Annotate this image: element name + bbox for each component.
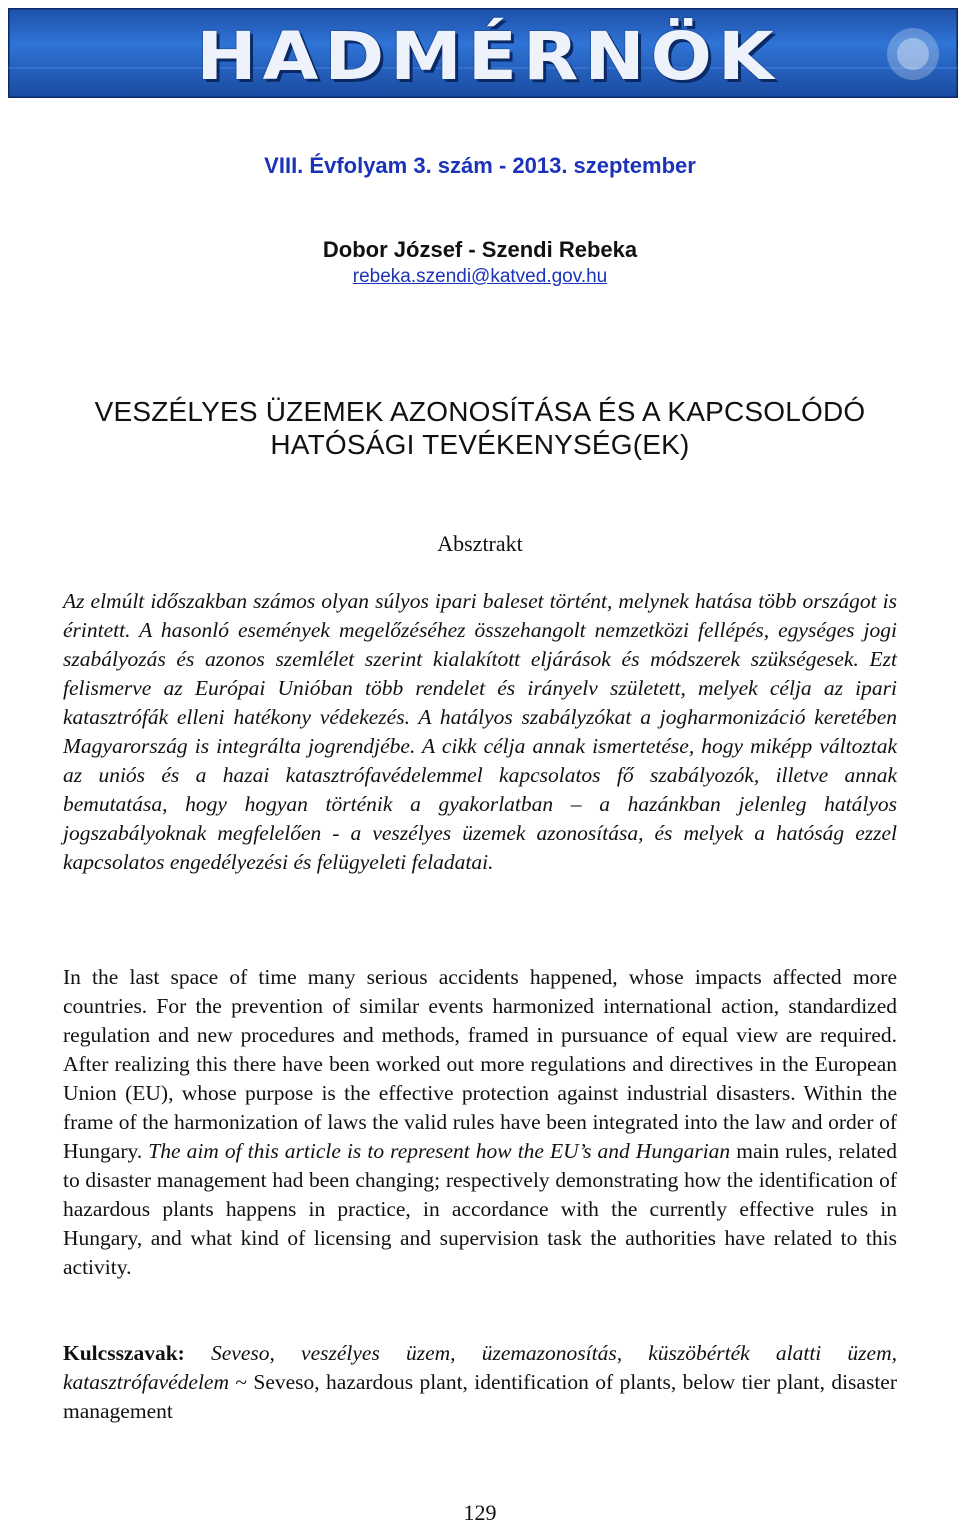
keywords-label: Kulcsszavak: bbox=[63, 1341, 185, 1365]
title-line-2: HATÓSÁGI TEVÉKENYSÉG(EK) bbox=[270, 429, 690, 460]
article-title bbox=[0, 395, 960, 461]
abstract-english-part3: main rules, related to disaster management had been changing; respectively demonstrating how the identification of hazardous plants happens in practice, in accordance with the currently effective rules in Hungary, and what kind of licensing and supervision task the authorities have related to this activity. bbox=[63, 1139, 897, 1279]
abstract-english bbox=[63, 963, 897, 1282]
title-line-1: VESZÉLYES ÜZEMEK AZONOSÍTÁSA ÉS A KAPCSOLÓDÓ bbox=[94, 396, 866, 427]
abstract-english-part1: In the last space of time many serious accidents happened, whose impacts affected more countries. For the prevention of similar events harmonized international action, standardized regulation and new procedures and methods, framed in pursuance of equal view are required. After realizing this there have been worked out more regulations and directives in the European Union (EU), whose purpose is the effective protection against industrial disasters. Within the frame of the harmonization of laws the valid rules have been integrated into the law and order of Hungary. bbox=[63, 965, 897, 1163]
issue-line: VIII. Évfolyam 3. szám - 2013. szeptember bbox=[264, 153, 696, 178]
keywords-english: ~ Seveso, hazardous plant, identification of plants, below tier plant, disaster management bbox=[63, 1370, 897, 1423]
abstract-english-italic: The aim of this article is to represent how the EU’s and Hungarian bbox=[148, 1139, 731, 1163]
journal-banner bbox=[8, 8, 958, 98]
abstract-heading: Absztrakt bbox=[437, 531, 523, 556]
journal-logo: HADMÉRNÖK bbox=[196, 17, 780, 95]
abstract-hungarian: Az elmúlt időszakban számos olyan súlyos ipari baleset történt, melynek hatása több országot is érintett. A hasonló események megelőzéséhez összehangolt nemzetközi fellépés, egységes jogi szabályozás és azonos szemlélet szerint kialakított eljárások és módszerek szükségesek. Ezt felismerve az Európai Unióban több rendelet és irányelv született, melyek célja az ipari katasztrófák elleni hatékony védekezés. A hatályos szabályzókat a jogharmonizáció keretében Magyarország is integrálta jogrendjébe. A cikk célja annak ismertetése, hogy miképp változtak az uniós és a hazai katasztrófavédelemmel kapcsolatos fő szabályozók, illetve annak bemutatása, hogy hogyan történik a gyakorlatban – a hazánkban jelenleg hatályos jogszabályoknak megfelelően - a veszélyes üzemek azonosítása, és melyek a hatóság ezzel kapcsolatos engedélyezési és felügyeleti feladatai. bbox=[63, 589, 897, 874]
author-names: Dobor József - Szendi Rebeka bbox=[322, 237, 638, 262]
keywords-hungarian: Seveso, veszélyes üzem, üzemazonosítás, küszöbérték alatti üzem, katasztrófavédelem bbox=[63, 1341, 897, 1394]
page-number: 129 bbox=[463, 1500, 497, 1525]
keywords bbox=[63, 1339, 897, 1426]
author-email-link[interactable]: rebeka.szendi@katved.gov.hu bbox=[352, 266, 608, 287]
